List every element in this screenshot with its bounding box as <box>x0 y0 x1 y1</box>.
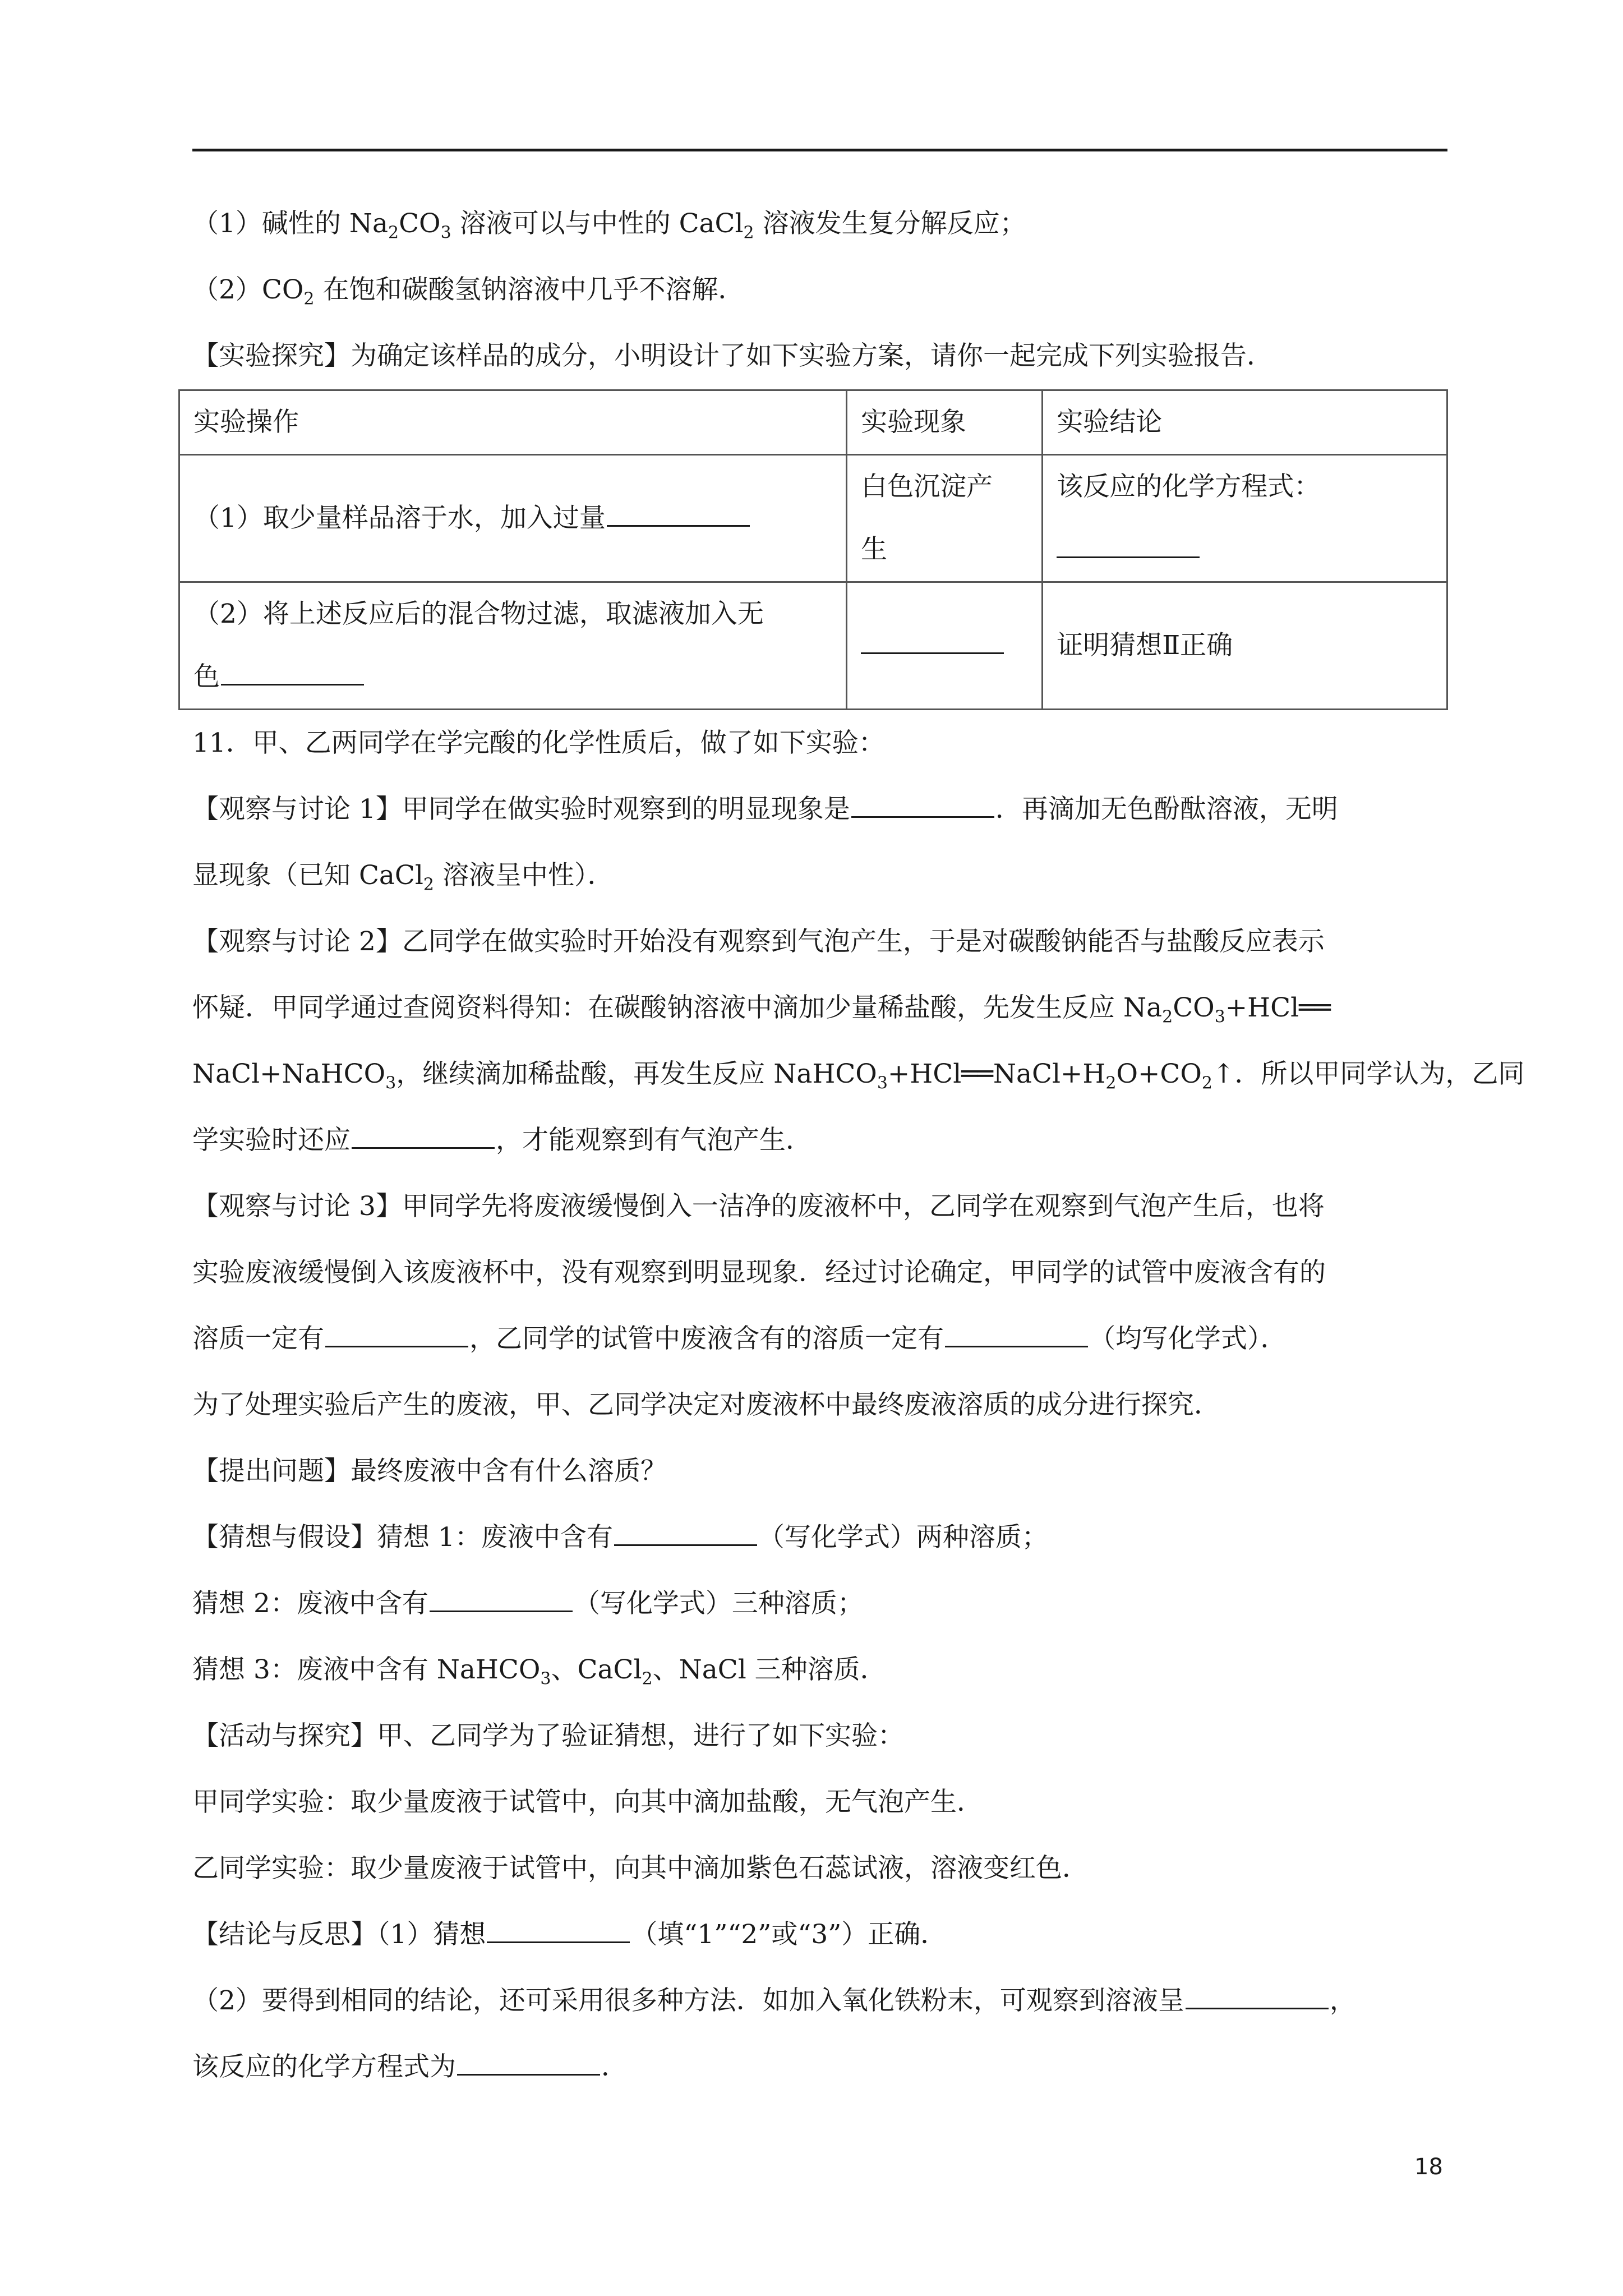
answer-blank[interactable] <box>614 1515 757 1546</box>
page-number: 18 <box>1414 2154 1443 2180</box>
conclusion-3-line: 该反应的化学方程式为 ． <box>192 2034 1449 2100</box>
observation-2-line-4: 学实验时还应 ，才能观察到有气泡产生． <box>192 1107 1449 1174</box>
question-11-intro: 11．甲、乙两同学在学完酸的化学性质后，做了如下实验： <box>192 728 885 758</box>
info-line-1: （1）碱性的 $Na_2CO_3$ 溶液可以与中性的 CaCl$_2$ 溶液发生复分解反应； <box>192 208 1026 243</box>
activity-line: 【活动与探究】甲、乙同学为了验证猜想，进行了如下实验： <box>192 1720 904 1751</box>
document-body <box>192 191 1525 2100</box>
answer-blank[interactable] <box>945 1317 1088 1347</box>
observation-2-line-2: 怀疑．甲同学通过查阅资料得知：在碳酸钠溶液中滴加少量稀盐酸，先发生反应 $Na_2CO_3+HCl══$ <box>192 992 1331 1027</box>
header-operation: 实验操作 <box>179 390 847 455</box>
row2-conclusion: 证明猜想Ⅱ正确 <box>1043 582 1447 710</box>
header-rule <box>192 149 1447 151</box>
purpose-line: 为了处理实验后产生的废液，甲、乙同学决定对废液杯中最终废液溶质的成分进行探究． <box>192 1389 1220 1420</box>
observation-3-line-2: 实验废液缓慢倒入该废液杯中，没有观察到明显现象．经过讨论确定，甲同学的试管中废液含有的 <box>192 1257 1326 1288</box>
row1-phenomenon: 白色沉淀产 生 <box>847 455 1043 582</box>
experiment-intro: 【实验探究】为确定该样品的成分，小明设计了如下实验方案，请你一起完成下列实验报告． <box>192 341 1273 371</box>
row2-operation: （2）将上述反应后的混合物过滤，取滤液加入无 色 <box>179 582 847 710</box>
answer-blank[interactable] <box>457 2045 600 2076</box>
observation-2-line-1: 【观察与讨论 2】乙同学在做实验时开始没有观察到气泡产生，于是对碳酸钠能否与盐酸反应表示 <box>192 926 1325 957</box>
header-phenomenon: 实验现象 <box>847 390 1043 455</box>
experiment-report-table <box>178 389 1448 710</box>
guess-3-line: 猜想 3：废液中含有 NaHCO$_3$、CaCl$_2$、NaCl 三种溶质． <box>192 1654 887 1689</box>
header-conclusion: 实验结论 <box>1043 390 1447 455</box>
answer-blank[interactable] <box>1186 1978 1329 2009</box>
answer-blank[interactable] <box>352 1118 495 1149</box>
guess-2-line: 猜想 2：废液中含有 （写化学式）三种溶质； <box>192 1571 1449 1637</box>
answer-blank[interactable] <box>487 1912 630 1943</box>
answer-blank[interactable] <box>325 1317 468 1347</box>
table-header-row <box>179 390 1447 455</box>
observation-3-line-3: 溶质一定有 ，乙同学的试管中废液含有的溶质一定有 （均写化学式）． <box>192 1306 1449 1372</box>
answer-blank[interactable] <box>851 787 994 818</box>
table-row <box>179 582 1447 710</box>
row1-operation: （1）取少量样品溶于水，加入过量 <box>179 455 847 582</box>
conclusion-1-line: 【结论与反思】（1）猜想 （填“1”“2”或“3”）正确． <box>192 1902 1449 1968</box>
experiment-yi-line: 乙同学实验：取少量废液于试管中，向其中滴加紫色石蕊试液，溶液变红色． <box>192 1853 1089 1884</box>
row1-conclusion: 该反应的化学方程式： <box>1043 455 1447 582</box>
answer-blank[interactable] <box>1057 527 1200 558</box>
guess-1-line: 【猜想与假设】猜想 1：废液中含有 （写化学式）两种溶质； <box>192 1504 1449 1571</box>
answer-blank[interactable] <box>221 655 364 685</box>
table-row <box>179 455 1447 582</box>
conclusion-2-line: （2）要得到相同的结论，还可采用很多种方法．如加入氧化铁粉末，可观察到溶液呈 ， <box>192 1968 1449 2034</box>
row2-phenomenon <box>847 582 1043 710</box>
info-line-2: $(2)CO_2$ 在饱和碳酸氢钠溶液中几乎不溶解． <box>192 274 745 309</box>
observation-1-line-1: 【观察与讨论 1】甲同学在做实验时观察到的明显现象是 ．再滴加无色酚酞溶液，无明 <box>192 776 1449 843</box>
observation-3-line-1: 【观察与讨论 3】甲同学先将废液缓慢倒入一洁净的废液杯中，乙同学在观察到气泡产生后，也将 <box>192 1191 1325 1222</box>
observation-2-line-3: NaCl+NaHCO$_3$，继续滴加稀盐酸，再发生反应 $NaHCO_3+HCl══NaCl+H_2O+CO_2↑$．所以甲同学认为，乙同 <box>192 1059 1525 1093</box>
observation-1-line-2: 显现象（已知 CaCl$_2$ 溶液呈中性）． <box>192 860 614 895</box>
question-line: 【提出问题】最终废液中含有什么溶质？ <box>192 1456 667 1487</box>
answer-blank[interactable] <box>861 623 1004 654</box>
answer-blank[interactable] <box>607 496 750 527</box>
answer-blank[interactable] <box>430 1581 573 1612</box>
experiment-jia-line: 甲同学实验：取少量废液于试管中，向其中滴加盐酸，无气泡产生． <box>192 1787 983 1818</box>
